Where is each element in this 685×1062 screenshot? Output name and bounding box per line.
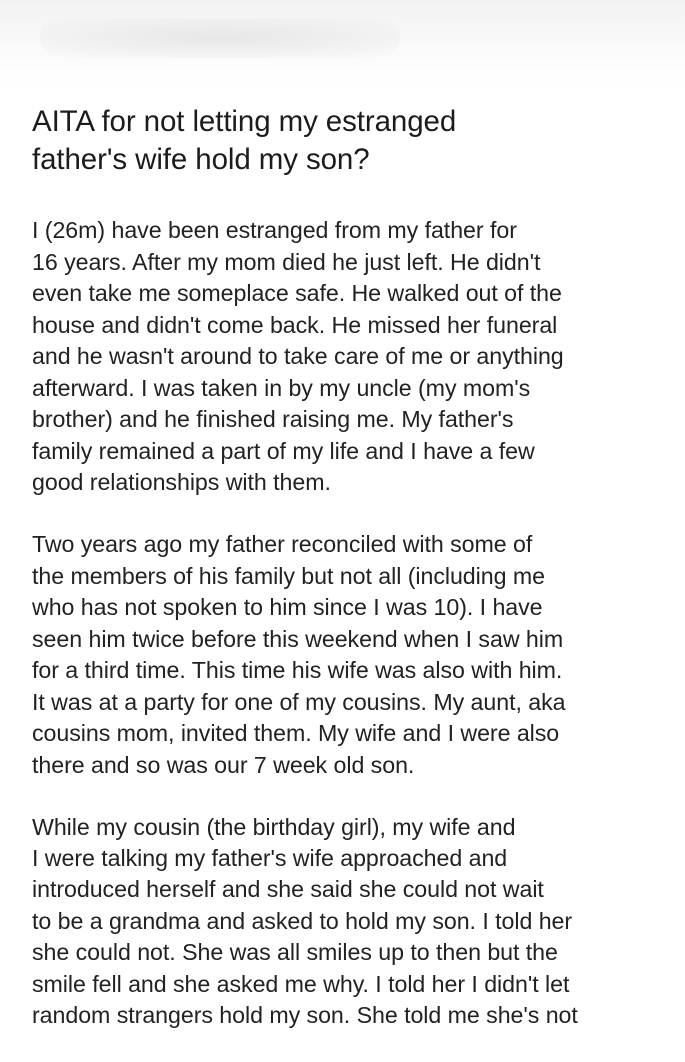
body-paragraph: While my cousin (the birthday girl), my wife and I were talking my father's wife approached and introduced herself and she said she could not wait to be a grandma and asked to hold my son. I told her she could not. She was all smiles up to then but the smile fell and she asked me why. I told her I didn't let random strangers hold my son. She told me she's not bbox=[32, 813, 578, 1028]
blurred-smudge bbox=[40, 18, 400, 58]
post-body bbox=[32, 215, 672, 1062]
body-paragraph: I (26m) have been estranged from my father for 16 years. After my mom died he just left. He didn't even take me someplace safe. He walked out of the house and didn't come back. He missed her funeral and he wasn't around to take care of me or anything afterward. I was taken in by my uncle (my mom's brother) and he finished raising me. My father's family remained a part of my life and I have a few good relationships with them. bbox=[32, 217, 564, 495]
blurred-header-area bbox=[0, 0, 685, 85]
post-title: AITA for not letting my estranged father's wife hold my son? bbox=[32, 105, 457, 176]
body-paragraph: Two years ago my father reconciled with some of the members of his family but not all (including me who has not spoken to him since I was 10). I have seen him twice before this weekend when I saw him for a third time. This time his wife was also with him. It was at a party for one of my cousins. My aunt, aka cousins mom, invited them. My wife and I were also there and so was our 7 week old son. bbox=[32, 531, 566, 778]
